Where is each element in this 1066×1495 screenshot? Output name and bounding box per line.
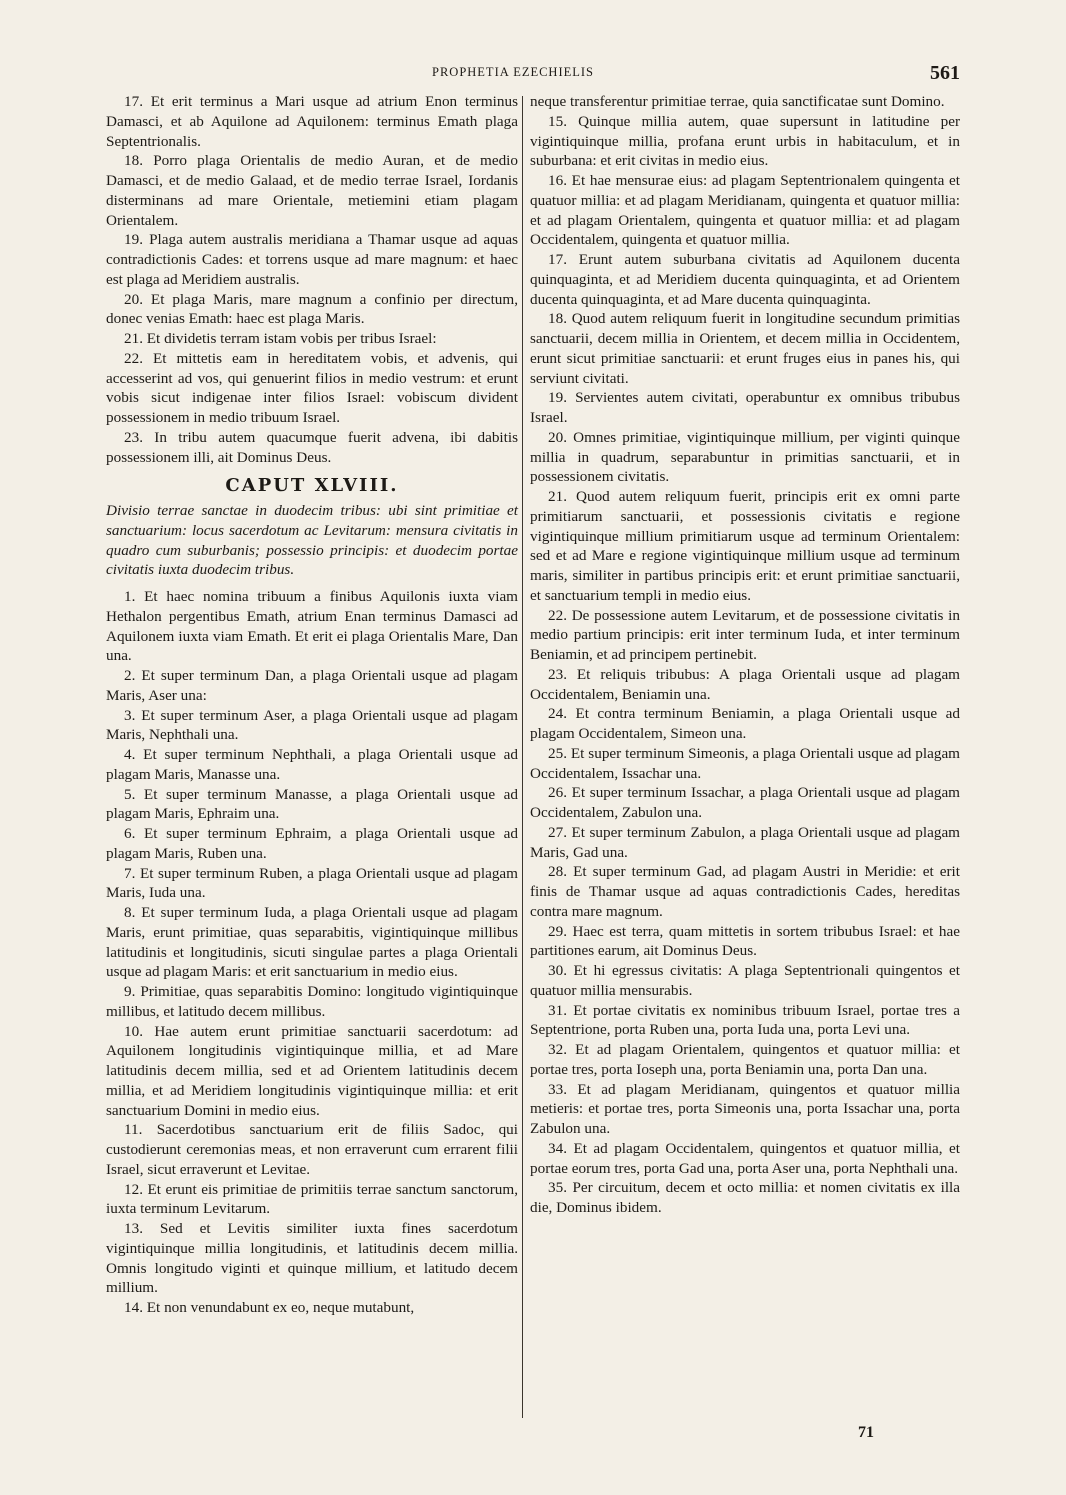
left-column [106, 92, 518, 1318]
verse-paragraph: 5. Et super terminum Manasse, a plaga Orientali usque ad plagam Maris, Ephraim una. [106, 785, 518, 823]
verse-paragraph: 28. Et super terminum Gad, ad plagam Austri in Meridie: et erit finis de Thamar usque ad aquas contradictionis Cades, hereditas contra mare magnum. [530, 863, 960, 920]
verse-paragraph: 10. Hae autem erunt primitiae sanctuarii sacerdotum: ad Aquilonem longitudinis vigintiquinque millia, et ad Mare latitudinis decem millia, sed et ad Orientem latitudinis decem millia, et ad Meridiem longitudinis vigintiquinque millia: et erit sanctuarium Domini in medio eius. [106, 1022, 518, 1119]
verse-paragraph: 30. Et hi egressus civitatis: A plaga Septentrionali quingentos et quatuor millia mensurabis. [530, 962, 960, 999]
verse-paragraph: 26. Et super terminum Issachar, a plaga Orientali usque ad plagam Occidentalem, Zabulon una. [530, 784, 960, 821]
verse-paragraph: 33. Et ad plagam Meridianam, quingentos et quatuor millia metieris: et portae tres, porta Simeonis una, porta Issachar una, porta Zabulon una. [530, 1080, 960, 1137]
verse-paragraph: 2. Et super terminum Dan, a plaga Orientali usque ad plagam Maris, Aser una: [106, 667, 518, 704]
verse-paragraph: 3. Et super terminum Aser, a plaga Orientali usque ad plagam Maris, Nephthali una. [106, 706, 518, 744]
verse-paragraph: 24. Et contra terminum Beniamin, a plaga Orientali usque ad plagam Occidentalem, Simeon una. [530, 705, 960, 742]
verse-paragraph: 18. Porro plaga Orientalis de medio Auran, et de medio Damasci, et de medio Galaad, et de medio terrae Israel, Iordanis disterminans ad mare Orientale, metiemini etiam plagam Orientalem. [106, 152, 518, 229]
right-column [530, 92, 960, 1218]
verse-paragraph: 27. Et super terminum Zabulon, a plaga Orientali usque ad plagam Maris, Gad una. [530, 823, 960, 861]
verse-paragraph: 6. Et super terminum Ephraim, a plaga Orientali usque ad plagam Maris, Ruben una. [106, 825, 518, 862]
verse-paragraph: 11. Sacerdotibus sanctuarium erit de filiis Sadoc, qui custodierunt ceremonias meas, et non erraverunt cum errarent filii Israel, sicut erraverunt et Levitae. [106, 1121, 518, 1178]
verse-paragraph: 21. Et dividetis terram istam vobis per tribus Israel: [124, 330, 437, 347]
verse-paragraph: 17. Et erit terminus a Mari usque ad atrium Enon terminus Damasci, et ab Aquilone ad Aquilonem: terminus Emath plaga Septentrionalis. [106, 93, 518, 150]
verse-continuation: neque transferentur primitiae terrae, quia sanctificatae sunt Domino. [530, 93, 945, 110]
verse-paragraph: 22. Et mittetis eam in hereditatem vobis, et advenis, qui accesserint ad vos, qui genuerint filios in medio vestrum: et erunt vobis sicut indigenae inter filios Israel: vobiscum divident possessionem in medio tribuum Israel. [106, 349, 518, 426]
verse-paragraph: 13. Sed et Levitis similiter iuxta fines sacerdotum vigintiquinque millia longitudinis, et latitudinis decem millia. Omnis longitudo viginti et quinque millium, et latitudo decem millium. [106, 1220, 518, 1297]
chapter-summary: Divisio terrae sanctae in duodecim tribus: ubi sint primitiae et sanctuarium: locus sacerdotum ac Levitarum: mensura civitatis in quadro cum suburbanis; possessio principis: et duodecim portae civitatis iuxta duodecim tribus. [106, 502, 518, 579]
verse-paragraph: 7. Et super terminum Ruben, a plaga Orientali usque ad plagam Maris, Iuda una. [106, 864, 518, 902]
verse-paragraph: 25. Et super terminum Simeonis, a plaga Orientali usque ad plagam Occidentalem, Issachar una. [530, 744, 960, 782]
verse-paragraph: 20. Et plaga Maris, mare magnum a confinio per directum, donec venias Emath: haec est plaga Maris. [106, 290, 518, 328]
verse-paragraph: 14. Et non venundabunt ex eo, neque mutabunt, [124, 1299, 415, 1316]
running-title: PROPHETIA EZECHIELIS [432, 65, 595, 79]
verse-paragraph: 1. Et haec nomina tribuum a finibus Aquilonis iuxta viam Hethalon pergentibus Emath, atrium Enan terminus Damasci ad Aquilonem iuxta viam Emath. Et erit ei plaga Orientalis Mare, Dan una. [106, 588, 518, 665]
verse-paragraph: 35. Per circuitum, decem et octo millia: et nomen civitatis ex illa die, Dominus ibidem. [530, 1179, 960, 1216]
verse-paragraph: 19. Plaga autem australis meridiana a Thamar usque ad aquas contradictionis Cades: et torrens usque ad mare magnum: et haec est plaga ad Meridiem australis. [106, 231, 518, 288]
verse-paragraph: 16. Et hae mensurae eius: ad plagam Septentrionalem quingenta et quatuor millia: et ad plagam Meridianam, quingenta et quatuor millia: et ad plagam Orientalem, quingenta et quatuor millia: et ad plagam Occidentalem, quingenta et quatuor millia. [530, 172, 960, 249]
verse-paragraph: 4. Et super terminum Nephthali, a plaga Orientali usque ad plagam Maris, Manasse una. [106, 746, 518, 783]
verse-paragraph: 18. Quod autem reliquum fuerit in longitudine secundum primitias sanctuarii, decem millia in Orientem, et decem millia in Occidentem, erunt sicut primitiae sanctuarii: et erunt fruges eius in panes his, qui serviunt civitati. [530, 310, 960, 387]
verse-paragraph: 21. Quod autem reliquum fuerit, principis erit ex omni parte primitiarum sanctuarii, et possessionis civitatis e regione vigintiquinque millium primitiarum usque ad terminum Orientalem: sed et ad Mare e regione vigintiquinque millium usque ad terminum maris, similiter in partibus principis erit: et erunt primitiae sanctuarii, et sanctuarium templi in medio eius. [530, 488, 960, 604]
verse-paragraph: 20. Omnes primitiae, vigintiquinque millium, per viginti quinque millia in quadrum, separabuntur in primitias sanctuarii, et in possessionem civitatis. [530, 428, 960, 486]
signature-mark: 71 [858, 1424, 874, 1441]
verse-paragraph: 22. De possessione autem Levitarum, et de possessione civitatis in medio partium principis: erit inter terminum Iuda, et inter terminum Beniamin, et ad principem pertinebit. [530, 606, 960, 663]
verse-paragraph: 12. Et erunt eis primitiae de primitiis terrae sanctum sanctorum, iuxta terminum Levitarum. [106, 1180, 518, 1218]
verse-paragraph: 15. Quinque millia autem, quae supersunt in latitudine per vigintiquinque millia, profana erunt urbis in habitaculum, et in suburbana: et erit civitas in medio eius. [530, 112, 960, 170]
verse-paragraph: 31. Et portae civitatis ex nominibus tribuum Israel, portae tres a Septentrione, porta Ruben una, porta Iuda una, porta Levi una. [530, 1001, 960, 1039]
verse-paragraph: 29. Haec est terra, quam mittetis in sortem tribubus Israel: et hae partitiones earum, ait Dominus Deus. [530, 922, 960, 960]
column-divider [522, 96, 523, 1418]
page-number: 561 [930, 62, 960, 84]
verse-paragraph: 19. Servientes autem civitati, operabuntur ex omnibus tribubus Israel. [530, 389, 960, 426]
verse-paragraph: 9. Primitiae, quas separabitis Domino: longitudo vigintiquinque millibus, et latitudo decem millibus. [106, 983, 518, 1020]
verse-paragraph: 8. Et super terminum Iuda, a plaga Orientali usque ad plagam Maris, erunt primitiae, quas separabitis, vigintiquinque millibus latitudinis et longitudinis, sicuti singulae partes a plaga Orientali usque ad plagam Maris: et erit sanctuarium in medio eius. [106, 904, 518, 981]
verse-paragraph: 34. Et ad plagam Occidentalem, quingentos et quatuor millia, et portae eorum tres, porta Gad una, porta Aser una, porta Nephthali una. [530, 1139, 960, 1177]
verse-paragraph: 23. Et reliquis tribubus: A plaga Orientali usque ad plagam Occidentalem, Beniamin una. [530, 665, 960, 703]
verse-paragraph: 32. Et ad plagam Orientalem, quingentos et quatuor millia: et portae tres, porta Ioseph una, porta Beniamin una, porta Dan una. [530, 1041, 960, 1078]
chapter-heading: CAPUT XLVIII. [225, 475, 399, 497]
running-header [0, 62, 1066, 86]
verse-paragraph: 23. In tribu autem quacumque fuerit advena, ibi dabitis possessionem illi, ait Dominus Deus. [106, 428, 518, 466]
verse-paragraph: 17. Erunt autem suburbana civitatis ad Aquilonem ducenta quinquaginta, et ad Meridiem ducenta quinquaginta, et ad Orientem ducenta quinquaginta, et ad Mare ducenta quinquaginta. [530, 251, 960, 308]
